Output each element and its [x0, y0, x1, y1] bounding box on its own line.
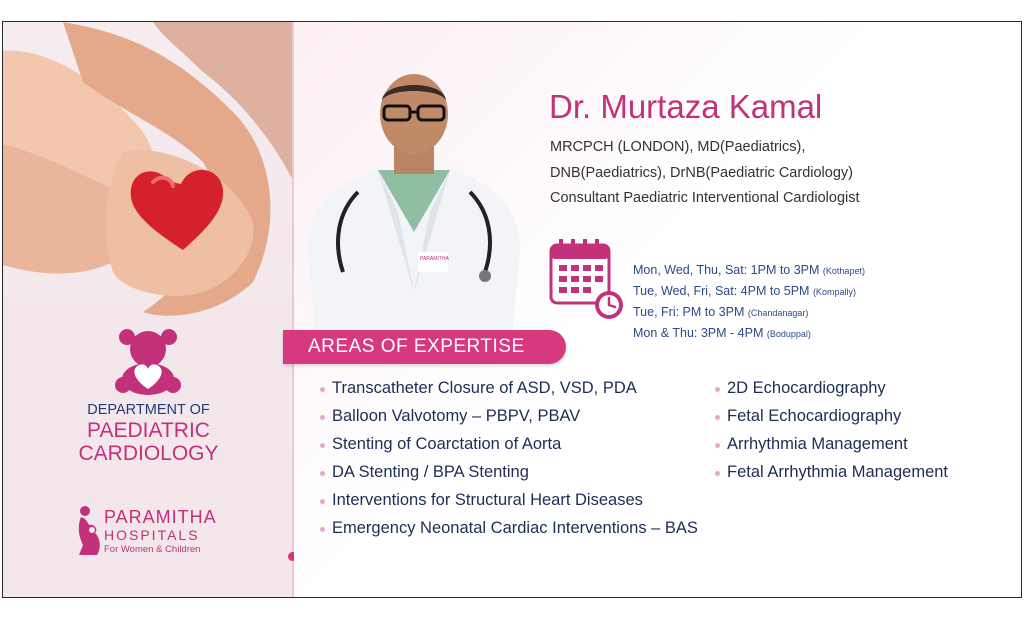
teddy-heart-icon	[113, 327, 183, 397]
schedule-time: Mon, Wed, Thu, Sat: 1PM to 3PM	[633, 263, 820, 277]
schedule-location: (Kothapet)	[822, 266, 865, 276]
coat-logo: PARAMITHA	[420, 256, 449, 262]
schedule-time: Mon & Thu: 3PM - 4PM	[633, 326, 764, 340]
expertise-heading: AREAS OF EXPERTISE	[308, 336, 525, 357]
left-panel	[3, 22, 294, 597]
expertise-item: Stenting of Coarctation of Aorta	[332, 435, 562, 453]
doctor-photo	[298, 52, 530, 357]
hospital-name-2: HOSPITALS	[104, 527, 200, 543]
qualification-line-1: MRCPCH (LONDON), MD(Paediatrics),	[550, 139, 806, 155]
qualification-line-2: DNB(Paediatrics), DrNB(Paediatric Cardiology)	[550, 165, 853, 181]
expertise-item: Interventions for Structural Heart Diseases	[332, 491, 643, 509]
schedule-row	[633, 326, 811, 340]
schedule-time: Tue, Fri: PM to 3PM	[633, 305, 745, 319]
poster	[2, 21, 1022, 598]
doctor-name: Dr. Murtaza Kamal	[549, 88, 823, 125]
expertise-item: Emergency Neonatal Cardiac Interventions – BAS	[332, 519, 698, 537]
department-line-1: DEPARTMENT OF	[87, 402, 210, 418]
schedule-row	[633, 263, 865, 277]
schedule-row	[633, 284, 856, 298]
expertise-item: 2D Echocardiography	[727, 379, 886, 397]
department-line-3: CARDIOLOGY	[78, 442, 219, 465]
schedule-location: (Chandanagar)	[747, 308, 809, 318]
expertise-item: Balloon Valvotomy – PBPV, PBAV	[332, 407, 581, 425]
expertise-item: Transcatheter Closure of ASD, VSD, PDA	[332, 379, 637, 397]
hospital-name: PARAMITHA	[104, 507, 217, 527]
mother-child-logo-icon	[75, 505, 103, 557]
hospital-tagline: For Women & Children	[104, 544, 201, 555]
schedule-time: Tue, Wed, Fri, Sat: 4PM to 5PM	[633, 284, 810, 298]
schedule-location: (Kompally)	[812, 287, 856, 297]
expertise-banner	[283, 330, 566, 364]
schedule-row	[633, 305, 808, 319]
qualification-line-3: Consultant Paediatric Interventional Cardiologist	[550, 190, 860, 206]
expertise-item: Arrhythmia Management	[727, 435, 908, 453]
schedule-location: (Boduppal)	[766, 329, 811, 339]
calendar-clock-icon	[549, 237, 625, 321]
expertise-item: DA Stenting / BPA Stenting	[332, 463, 529, 481]
expertise-item: Fetal Arrhythmia Management	[727, 463, 949, 481]
heart-hands-photo	[3, 22, 294, 322]
department-line-2: PAEDIATRIC	[87, 419, 210, 442]
expertise-item: Fetal Echocardiography	[727, 407, 902, 425]
